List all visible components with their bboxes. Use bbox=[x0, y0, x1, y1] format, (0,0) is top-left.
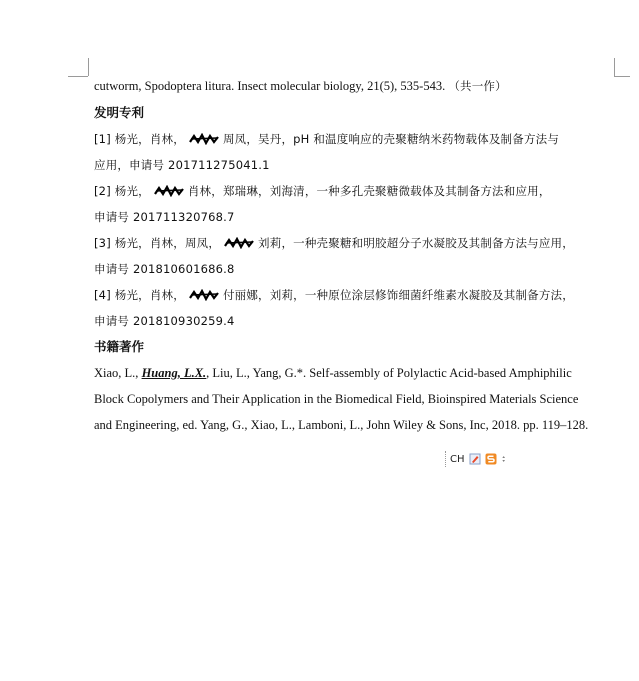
book-line-1 bbox=[94, 365, 572, 381]
crop-mark-top-right-v bbox=[614, 58, 615, 76]
patent-4-text: 付丽娜，刘莉，一种原位涂层修饰细菌纤维素水凝胶及其制备方法， bbox=[222, 288, 574, 302]
patent-3-text: 刘莉，一种壳聚糖和明胶超分子水凝胶及其制备方法与应用， bbox=[258, 236, 574, 250]
book-authors-after: , Liu, L., Yang, G.*. Self-assembly of Polylactic Acid-based Amphiphilic bbox=[206, 366, 572, 380]
signature-stamp-icon bbox=[154, 185, 184, 197]
ime-menu-chevron-icon[interactable] bbox=[501, 453, 509, 465]
signature-stamp-icon bbox=[224, 237, 254, 249]
patent-1-line-2: 应用，申请号 201711275041.1 bbox=[94, 158, 270, 172]
ime-toolbar[interactable] bbox=[445, 451, 513, 467]
patent-3-line-2: 申请号 201810601686.8 bbox=[94, 262, 235, 276]
patent-1-prefix: [1] 杨光，肖林， bbox=[94, 132, 185, 146]
patent-2-line-2: 申请号 201711320768.7 bbox=[94, 210, 235, 224]
reference-line bbox=[94, 78, 507, 94]
patent-4-line-2: 申请号 201810930259.4 bbox=[94, 314, 235, 328]
reference-note: （共一作） bbox=[448, 79, 507, 93]
patent-2-line-1 bbox=[94, 183, 551, 199]
book-highlighted-author: Huang, L.X. bbox=[141, 366, 207, 380]
patent-1-text: 周凤，吴丹，pH 和温度响应的壳聚糖纳米药物载体及制备方法与 bbox=[222, 132, 560, 146]
book-line-3: and Engineering, ed. Yang, G., Xiao, L., Lamboni, L., John Wiley & Sons, Inc, 2018. pp. 119–128. bbox=[94, 418, 589, 432]
ime-sogou-s-icon[interactable] bbox=[485, 453, 497, 465]
crop-mark-top-left-v bbox=[88, 58, 89, 76]
crop-mark-top-right-h bbox=[614, 76, 630, 77]
patent-1-line-1 bbox=[94, 131, 559, 147]
patent-4-line-1 bbox=[94, 287, 574, 303]
ime-language-label[interactable]: CH bbox=[450, 453, 465, 465]
signature-stamp-icon bbox=[189, 133, 219, 145]
book-authors-before: Xiao, L., bbox=[94, 366, 142, 380]
ime-pen-icon[interactable] bbox=[469, 453, 481, 465]
section-heading-patents: 发明专利 bbox=[94, 105, 145, 120]
section-heading-books: 书籍著作 bbox=[94, 339, 145, 354]
book-line-2: Block Copolymers and Their Application in the Biomedical Field, Bioinspired Materials Science bbox=[94, 392, 579, 406]
patent-3-prefix: [3] 杨光，肖林，周凤， bbox=[94, 236, 221, 250]
signature-stamp-icon bbox=[189, 289, 219, 301]
patent-2-prefix: [2] 杨光， bbox=[94, 184, 150, 198]
reference-text: cutworm, Spodoptera litura. Insect molecular biology, 21(5), 535-543. bbox=[94, 79, 446, 93]
patent-3-line-1 bbox=[94, 235, 574, 251]
patent-4-prefix: [4] 杨光，肖林， bbox=[94, 288, 185, 302]
patent-2-text: 肖林，郑瑞琳，刘海清，一种多孔壳聚糖微载体及其制备方法和应用， bbox=[187, 184, 551, 198]
crop-mark-top-left-h bbox=[68, 76, 88, 77]
